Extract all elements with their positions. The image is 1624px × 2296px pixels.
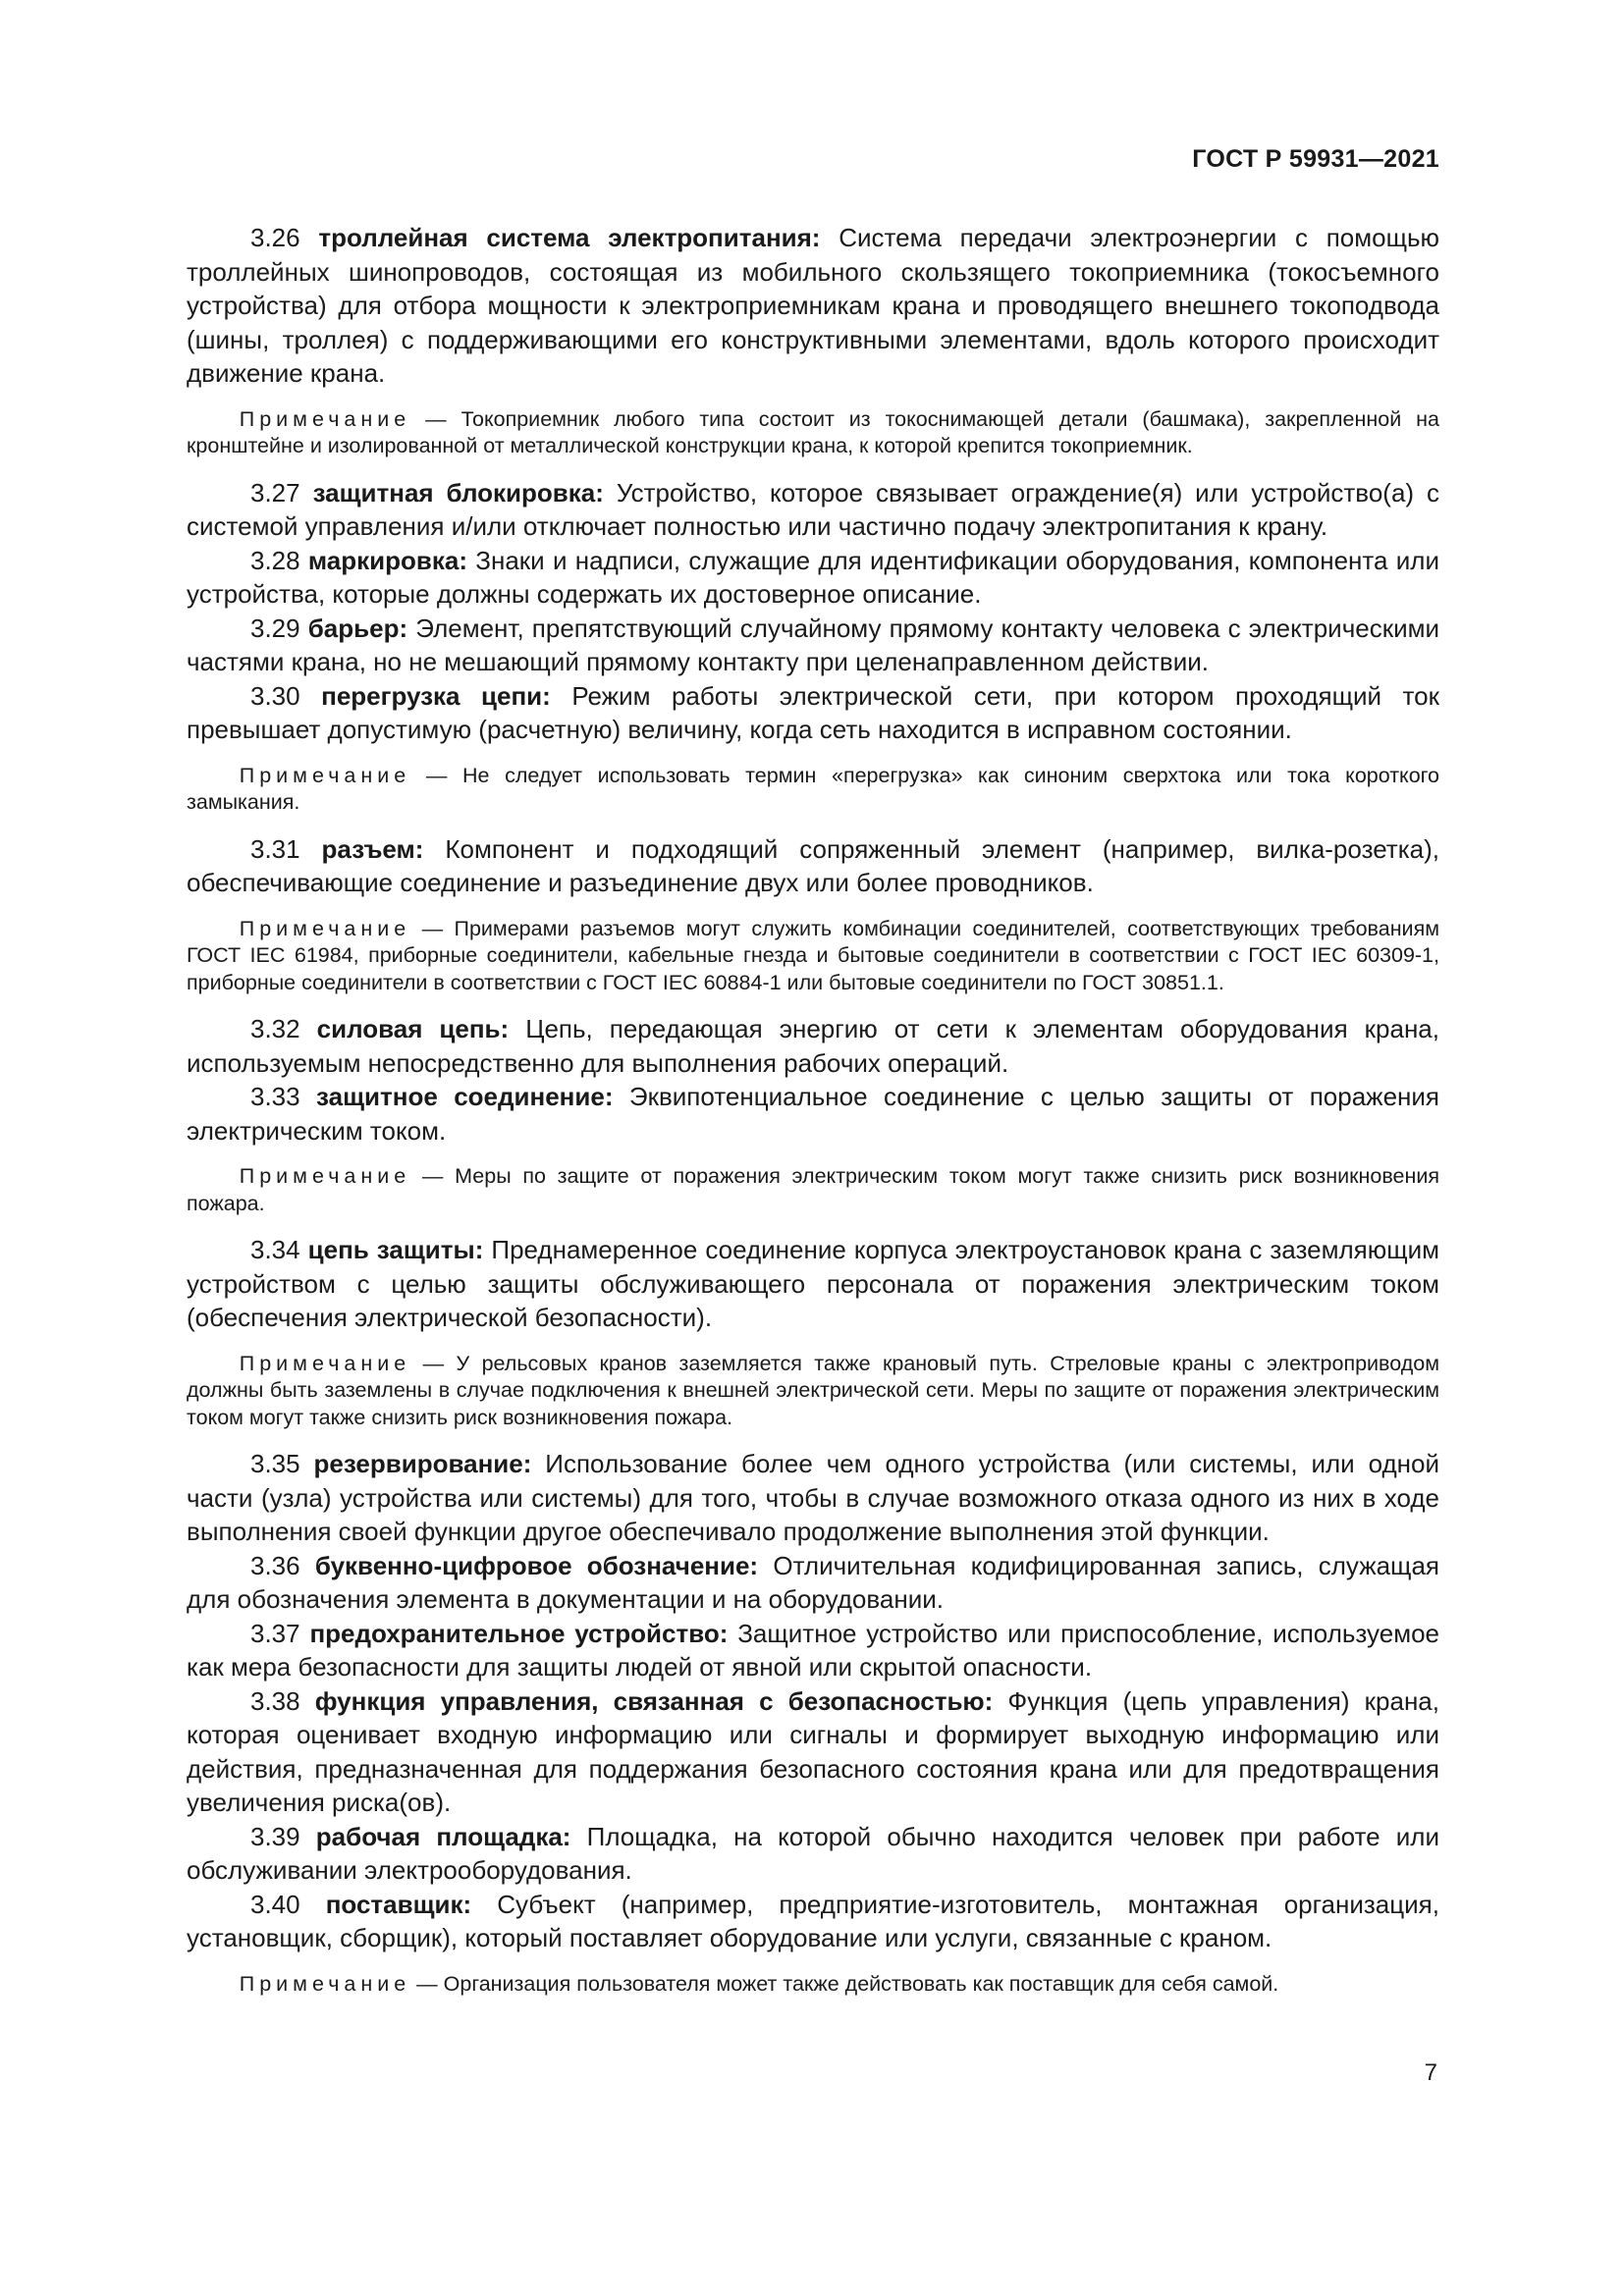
note-label: Примечание [239, 763, 411, 787]
term-name: разъем: [321, 833, 424, 864]
term-definition [187, 679, 1439, 747]
term-name: перегрузка цепи: [321, 680, 551, 711]
term-name: поставщик: [325, 1889, 472, 1919]
term-name: резервирование: [313, 1449, 532, 1478]
term-number: 3.34 [250, 1235, 300, 1264]
term-number: 3.27 [250, 477, 300, 507]
term-name: барьер: [307, 613, 408, 643]
note-label: Примечание [239, 1351, 411, 1375]
term-number: 3.28 [250, 545, 300, 575]
note-label: Примечание [239, 1164, 411, 1188]
term-number: 3.39 [250, 1821, 300, 1851]
term-definition [187, 1888, 1439, 1955]
term-text: Площадка, на которой обычно находится человек при работе или обслуживании электрооборудования. [187, 1821, 1439, 1885]
term-definition [187, 544, 1439, 612]
term-definition [187, 1820, 1439, 1888]
term-text: Субъект (например, предприятие-изготовитель, монтажная организация, установщик, сборщик), который поставляет оборудование или услуги, связанные с краном. [187, 1889, 1439, 1952]
term-name: защитное соединение: [316, 1082, 614, 1111]
term-name: силовая цепь: [316, 1014, 510, 1043]
term-number: 3.30 [250, 680, 300, 711]
term-definition [187, 832, 1439, 900]
note-text: Токоприемник любого типа состоит из токоснимающей детали (башмака), закрепленной на кронштейне и изолированной от металлической конструкции крана, к которой крепится токоприемник. [187, 406, 1439, 457]
term-number: 3.32 [250, 1014, 300, 1043]
note-dash: — [410, 406, 461, 431]
term-text: Компонент и подходящий сопряженный элемент (например, вилка-розетка), обеспечивающие соединение и разъединение двух или более проводников. [187, 833, 1439, 897]
term-definition [187, 221, 1439, 391]
note [187, 1163, 1439, 1217]
term-name: цепь защиты: [307, 1235, 484, 1264]
document-body [187, 221, 1439, 2013]
term-text: Знаки и надписи, служащие для идентификации оборудования, компонента или устройства, которые должны содержать их достоверное описание. [187, 545, 1439, 609]
term-text: Система передачи электроэнергии с помощью троллейных шинопроводов, состоящая из мобильного скользящего токоприемника (токосъемного устройства) для отбора мощности к электроприемникам крана и проводящего внешнего токоподвода (шины, троллея) с поддерживающими его конструктивными элементами, вдоль которого происходит движение крана. [187, 223, 1440, 388]
term-number: 3.40 [250, 1889, 300, 1919]
term-text: Отличительная кодифицированная запись, служащая для обозначения элемента в документации и на оборудовании. [187, 1550, 1439, 1614]
note-dash: — [410, 1971, 444, 1996]
term-number: 3.31 [250, 833, 300, 864]
note-dash: — [410, 1351, 457, 1375]
note [187, 1351, 1439, 1432]
term-number: 3.26 [250, 223, 300, 252]
term-name: рабочая площадка: [315, 1821, 571, 1851]
note [187, 406, 1439, 460]
term-number: 3.37 [250, 1618, 300, 1648]
note-text: Примерами разъемов могут служить комбинации соединителей, соответствующих требованиям ГОСТ IEC 61984, приборные соединители, кабельные гнезда и бытовые соединители в соответствии с ГОСТ IEC 60309-1, приборные соединители в соответствии с ГОСТ IEC 60884-1 или бытовые соединители по ГОСТ 30851.1. [187, 916, 1439, 994]
term-name: функция управления, связанная с безопасностью: [314, 1685, 994, 1716]
note-text: У рельсовых кранов заземляется также крановый путь. Стреловые краны с электроприводом должны быть заземлены в случае подключения к внешней электрической сети. Меры по защите от поражения электрическим током могут также снизить риск возникновения пожара. [187, 1351, 1439, 1429]
term-text: Цепь, передающая энергию от сети к элементам оборудования крана, используемым непосредственно для выполнения рабочих операций. [187, 1014, 1439, 1078]
note-label: Примечание [239, 916, 411, 940]
term-text: Элемент, препятствующий случайному прямому контакту человека с электрическими частями крана, но не мешающий прямому контакту при целенаправленном действии. [187, 613, 1439, 676]
note [187, 763, 1439, 817]
term-definition [187, 1549, 1439, 1617]
term-name: защитная блокировка: [312, 477, 604, 507]
note-dash: — [410, 916, 455, 940]
term-definition [187, 1233, 1439, 1335]
term-definition [187, 1617, 1439, 1684]
term-definition [187, 1684, 1439, 1820]
term-text: Использование более чем одного устройства (или системы, или одной части (узла) устройства или системы) для того, чтобы в случае возможного отказа одного из них в ходе выполнения своей функции другое обеспечивало продолжение выполнения этой функции. [187, 1449, 1439, 1546]
note-dash: — [410, 763, 462, 787]
term-number: 3.38 [250, 1685, 300, 1716]
term-text: Эквипотенциальное соединение с целью защиты от поражения электрическим током. [187, 1082, 1439, 1146]
term-definition [187, 1012, 1439, 1080]
term-definition [187, 612, 1439, 679]
document-code-header: ГОСТ Р 59931—2021 [1192, 145, 1439, 173]
term-name: троллейная система электропитания: [318, 223, 821, 252]
note-text: Меры по защите от поражения электрическим током могут также снизить риск возникновения пожара. [187, 1164, 1440, 1215]
note [187, 916, 1439, 997]
note-text: Организация пользователя может также действовать как поставщик для себя самой. [443, 1971, 1279, 1996]
term-number: 3.36 [250, 1550, 300, 1580]
term-text: Режим работы электрической сети, при котором проходящий ток превышает допустимую (расчетную) величину, когда сеть находится в исправном состоянии. [187, 680, 1440, 744]
term-definition [187, 1447, 1439, 1549]
term-number: 3.35 [250, 1449, 300, 1478]
term-text: Преднамеренное соединение корпуса электроустановок крана с заземляющим устройством с целью защиты обслуживающего персонала от поражения электрическим током (обеспечения электрической безопасности). [187, 1235, 1439, 1332]
note-label: Примечание [239, 1971, 411, 1996]
term-number: 3.29 [250, 613, 300, 643]
page-number: 7 [1424, 2059, 1437, 2086]
term-definition [187, 476, 1439, 544]
note-label: Примечание [239, 406, 411, 431]
term-name: маркировка: [307, 545, 467, 575]
term-number: 3.33 [250, 1082, 300, 1111]
note-text: Не следует использовать термин «перегрузка» как синоним сверхтока или тока короткого замыкания. [187, 763, 1439, 814]
note [187, 1971, 1439, 1999]
term-name: предохранительное устройство: [309, 1618, 729, 1648]
term-text: Устройство, которое связывает ограждение(я) или устройство(а) с системой управления и/или отключает полностью или частично подачу электропитания к крану. [187, 477, 1439, 541]
term-definition [187, 1080, 1439, 1148]
term-text: Функция (цепь управления) крана, которая оценивает входную информацию или сигналы и формирует выходную информацию или действия, предназначенная для поддержания безопасного состояния крана или для предотвращения увеличения риска(ов). [187, 1685, 1439, 1817]
term-name: буквенно-цифровое обозначение: [314, 1550, 759, 1580]
note-dash: — [410, 1164, 456, 1188]
term-text: Защитное устройство или приспособление, используемое как мера безопасности для защиты людей от явной или скрытой опасности. [187, 1618, 1439, 1682]
